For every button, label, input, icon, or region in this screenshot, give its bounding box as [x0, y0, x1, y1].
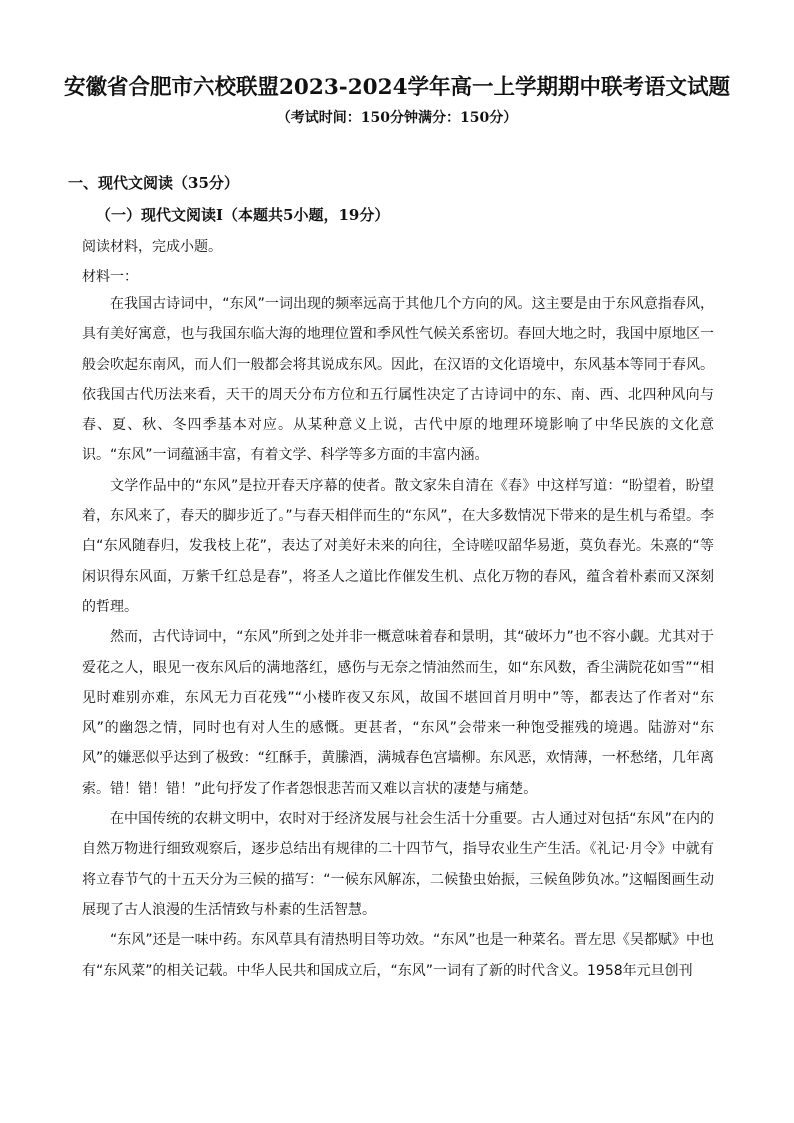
instruction-text: 阅读材料，完成小题。	[82, 239, 222, 255]
paragraph: 在中国传统的农耕文明中，农时对于经济发展与社会生活十分重要。古人通过对包括“东风”在内的自然万物进行细致观察后，逐步总结出有规律的二十四节气，指导农业生产生活。《礼记·月令》中就有将立春节气的十五天分为三候的描写：“一候东风解冻，二候蛰虫始振，三候鱼陟负冰。”这幅图画生动展现了古人浪漫的生活情致与朴素的生活智慧。	[82, 811, 714, 918]
exam-info: （考试时间：150分钟满分：150分）	[276, 110, 518, 126]
paragraph: 文学作品中的“东风”是拉开春天序幕的使者。散文家朱自清在《春》中这样写道：“盼望着，盼望着，东风来了，春天的脚步近了。”与春天相伴而生的“东风”，在大多数情况下带来的是生机与希望。李白“东风随春归，发我枝上花”，表达了对美好未来的向往，全诗嗟叹韶华易逝，莫负春光。朱熹的“等闲识得东风面，万紫千红总是春”，将圣人之道比作催发生机、点化万物的春风，蕴含着朴素而又深刻的哲理。	[82, 477, 714, 615]
subsection-heading: （一）现代文阅读Ⅰ（本题共5小题，19分）	[96, 206, 390, 224]
document-title: 安徽省合肥市六校联盟2023-2024学年高一上学期期中联考语文试题	[63, 75, 731, 100]
paragraph: “东风”还是一味中药。东风草具有清热明目等功效。“东风”也是一种菜名。晋左思《吴都赋》中也有“东风菜”的相关记载。中华人民共和国成立后，“东风”一词有了新的时代含义。1958年元旦创刊	[82, 932, 714, 979]
paragraph: 然而，古代诗词中，“东风”所到之处并非一概意味着春和景明，其“破坏力”也不容小觑。尤其对于爱花之人，眼见一夜东风后的满地落红，感伤与无奈之情油然而生，如“东风数，香尘满院花如雪”“相见时难别亦难，东风无力百花残”“小楼昨夜又东风，故国不堪回首月明中”等，都表达了作者对“东风”的幽怨之情，同时也有对人生的感慨。更甚者，“东风”会带来一种饱受摧残的境遇。陆游对“东风”的嫌恶似乎达到了极致：“红酥手，黄縢酒，满城春色宫墙柳。东风恶，欢情薄，一杯愁绪，几年离索。错！错！错！”此句抒发了作者怨恨悲苦而又难以言状的凄楚与痛楚。	[82, 629, 714, 797]
paragraph: 在我国古诗词中，“东风”一词出现的频率远高于其他几个方向的风。这主要是由于东风意指春风，具有美好寓意，也与我国东临大海的地理位置和季风性气候关系密切。春回大地之时，我国中原地区一般会吹起东南风，而人们一般都会将其说成东风。因此，在汉语的文化语境中，东风基本等同于春风。依我国古代历法来看，天干的周天分布方位和五行属性决定了古诗词中的东、南、西、北四种风向与春、夏、秋、冬四季基本对应。从某种意义上说，古代中原的地理环境影响了中华民族的文化意识。“东风”一词蕴涵丰富，有着文学、科学等多方面的丰富内涵。	[82, 296, 714, 464]
material-label: 材料一：	[82, 269, 138, 285]
article-body	[82, 289, 714, 986]
section-heading: 一、现代文阅读（35分）	[68, 174, 239, 192]
